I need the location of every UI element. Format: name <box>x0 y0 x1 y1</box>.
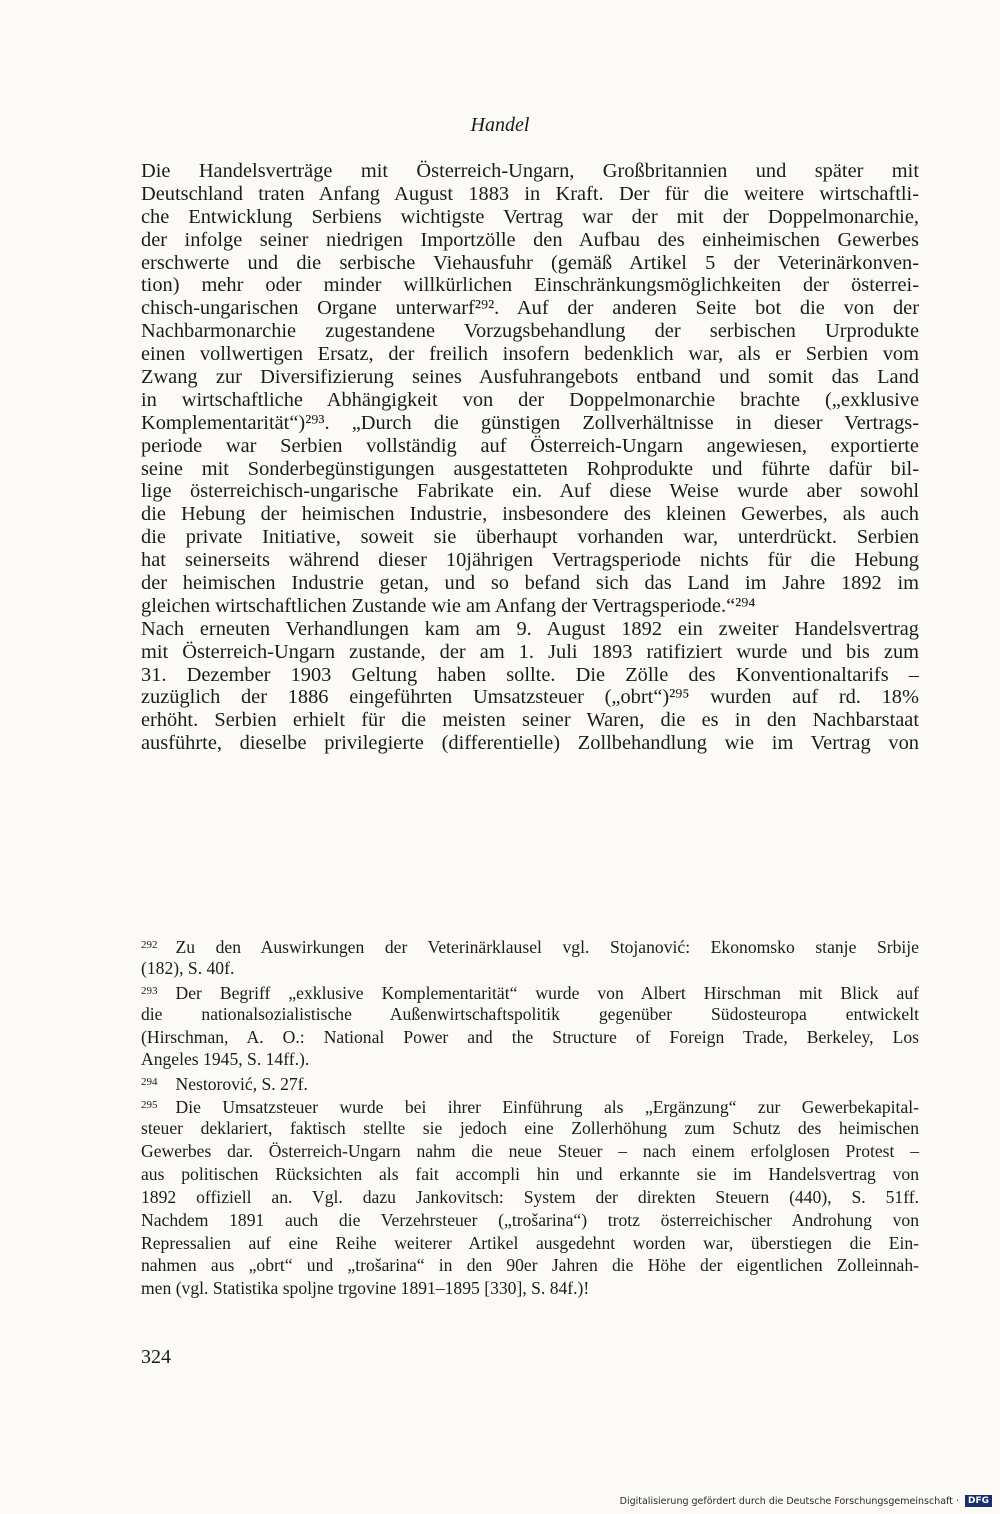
body-line: lige österreichisch-ungarische Fabrikate ein. Auf diese Weise wurde aber sowohl <box>141 480 919 503</box>
body-line: Nachbarmonarchie zugestandene Vorzugsbehandlung der serbischen Urprodukte <box>141 320 919 343</box>
body-line: 31. Dezember 1903 Geltung haben sollte. Die Zölle des Konventionaltarifs – <box>141 663 919 686</box>
footnote-text: men (vgl. Statistika spoljne trgovine 1891–1895 [330], S. 84f.)! <box>141 1278 590 1299</box>
footnote-number: 294 <box>141 1076 158 1089</box>
footnote-line <box>141 1277 919 1300</box>
body-line: tion) mehr oder minder willkürlichen Einschränkungsmöglichkeiten der österrei- <box>141 274 919 297</box>
body-line: seine mit Sonderbegünstigungen ausgestatteten Rohprodukte und führte dafür bil- <box>141 457 919 480</box>
footnote-line <box>141 1003 919 1026</box>
footnote-text: Angeles 1945, S. 14ff.). <box>141 1049 310 1070</box>
footnote-text: Nachdem 1891 auch die Verzehrsteuer („trošarina“) trotz österreichischer Androhung von <box>141 1209 919 1230</box>
body-line: mit Österreich-Ungarn zustande, der am 1. Juli 1893 ratifiziert wurde und bis zum <box>141 640 919 663</box>
footnote-line <box>141 934 919 957</box>
body-line: ausführte, dieselbe privilegierte (differentielle) Zollbehandlung wie im Vertrag von <box>141 732 919 755</box>
body-line: einen vollwertigen Ersatz, der freilich insofern bedenklich war, als er Serbien vom <box>141 343 919 366</box>
footnote-text: Die Umsatzsteuer wurde bei ihrer Einführung als „Ergänzung“ zur Gewerbekapital- <box>175 1097 919 1118</box>
footnote-line <box>141 980 919 1003</box>
body-line: Komplementarität“)²⁹³. „Durch die günstigen Zollverhältnisse in dieser Vertrags- <box>141 411 919 434</box>
footnote-number: 292 <box>141 939 158 951</box>
footnote-line <box>141 1117 919 1140</box>
footnote-text: die nationalsozialistische Außenwirtschaftspolitik gegenüber Südosteuropa entwickelt <box>141 1003 919 1024</box>
footnotes <box>141 934 919 1300</box>
body-line: che Entwicklung Serbiens wichtigste Vertrag war der mit der Doppelmonarchie, <box>141 205 919 228</box>
footnote-text: (182), S. 40f. <box>141 957 235 978</box>
footnote-text: Nestorović, S. 27f. <box>175 1074 308 1095</box>
footnote-line <box>141 1071 919 1094</box>
footnote-number: 293 <box>141 984 158 997</box>
body-line: periode war Serbien vollständig auf Österreich-Ungarn angewiesen, exportierte <box>141 434 919 457</box>
footnote-line <box>141 1140 919 1163</box>
footnote-text: aus politischen Rücksichten als fait accompli hin und erkannte sie im Handelsvertrag von <box>141 1163 919 1184</box>
body-line: in wirtschaftliche Abhängigkeit von der Doppelmonarchie brachte („exklusive <box>141 388 919 411</box>
footnote-line <box>141 1026 919 1049</box>
footnote-text: Der Begriff „exklusive Komplementarität“ wurde von Albert Hirschman mit Blick auf <box>175 982 919 1003</box>
body-line: erschwerte und die serbische Viehausfuhr (gemäß Artikel 5 der Veterinärkonven- <box>141 251 919 274</box>
footnote-text: steuer deklariert, faktisch stellte sie jedoch eine Zollerhöhung zum Schutz des heimischen <box>141 1118 919 1139</box>
body-line: der infolge seiner niedrigen Importzölle den Aufbau des einheimischen Gewerbes <box>141 228 919 251</box>
footnote-line <box>141 1094 919 1117</box>
footnote-text: nahmen aus „obrt“ und „trošarina“ in den 90er Jahren die Höhe der eigentlichen Zolleinnah- <box>141 1255 919 1276</box>
footnote-line <box>141 1163 919 1186</box>
footnote-number: 295 <box>141 1099 158 1112</box>
body-line: Deutschland traten Anfang August 1883 in Kraft. Der für die weitere wirtschaftli- <box>141 182 919 205</box>
body-line: hat seinerseits während dieser 10jährigen Vertragsperiode nichts für die Hebung <box>141 549 919 572</box>
body-line: erhöht. Serbien erhielt für die meisten seiner Waren, die es in den Nachbarstaat <box>141 709 919 732</box>
dfg-logo: DFG <box>965 1495 992 1507</box>
digitization-footer-text: Digitalisierung gefördert durch die Deutsche Forschungsgemeinschaft · <box>619 1495 959 1507</box>
body-line: zuzüglich der 1886 eingeführten Umsatzsteuer („obrt“)²⁹⁵ wurden auf rd. 18% <box>141 686 919 709</box>
body-line: Nach erneuten Verhandlungen kam am 9. August 1892 ein zweiter Handelsvertrag <box>141 617 919 640</box>
running-head: Handel <box>470 114 530 136</box>
footnote-text: 1892 offiziell an. Vgl. dazu Jankovitsch: System der direkten Steuern (440), S. 51ff. <box>141 1186 919 1207</box>
footnote-text: Repressalien auf eine Reihe weiterer Artikel ausgedehnt worden war, überstiegen die Ein- <box>141 1232 919 1253</box>
footnote-line <box>141 1186 919 1209</box>
body-line: der heimischen Industrie getan, und so befand sich das Land im Jahre 1892 im <box>141 572 919 595</box>
footnote-line <box>141 1209 919 1232</box>
footnote-text: (Hirschman, A. O.: National Power and the Structure of Foreign Trade, Berkeley, Los <box>141 1026 919 1047</box>
footnote-text: Zu den Auswirkungen der Veterinärklausel vgl. Stojanović: Ekonomsko stanje Srbije <box>175 937 919 957</box>
footnote-text: Gewerbes dar. Österreich-Ungarn nahm die neue Steuer – nach einem erfolglosen Protest – <box>141 1141 919 1162</box>
body-line: Die Handelsverträge mit Österreich-Ungarn, Großbritannien und später mit <box>141 160 919 182</box>
page-number: 324 <box>141 1346 171 1368</box>
digitization-footer <box>620 1493 992 1509</box>
footnote-line <box>141 1232 919 1255</box>
footnote-line <box>141 957 919 980</box>
body-line: gleichen wirtschaftlichen Zustande wie am Anfang der Vertragsperiode.“²⁹⁴ <box>141 594 756 617</box>
main-text <box>141 160 919 755</box>
body-line: die Hebung der heimischen Industrie, insbesondere des kleinen Gewerbes, als auch <box>141 503 919 526</box>
body-line: chisch-ungarischen Organe unterwarf²⁹². Auf der anderen Seite bot die von der <box>141 297 919 320</box>
footnote-line <box>141 1254 919 1277</box>
footnote-line <box>141 1048 919 1071</box>
body-line: Zwang zur Diversifizierung seines Ausfuhrangebots entband und somit das Land <box>141 366 919 389</box>
body-line: die private Initiative, soweit sie überhaupt vorhanden war, unterdrückt. Serbien <box>141 526 919 549</box>
